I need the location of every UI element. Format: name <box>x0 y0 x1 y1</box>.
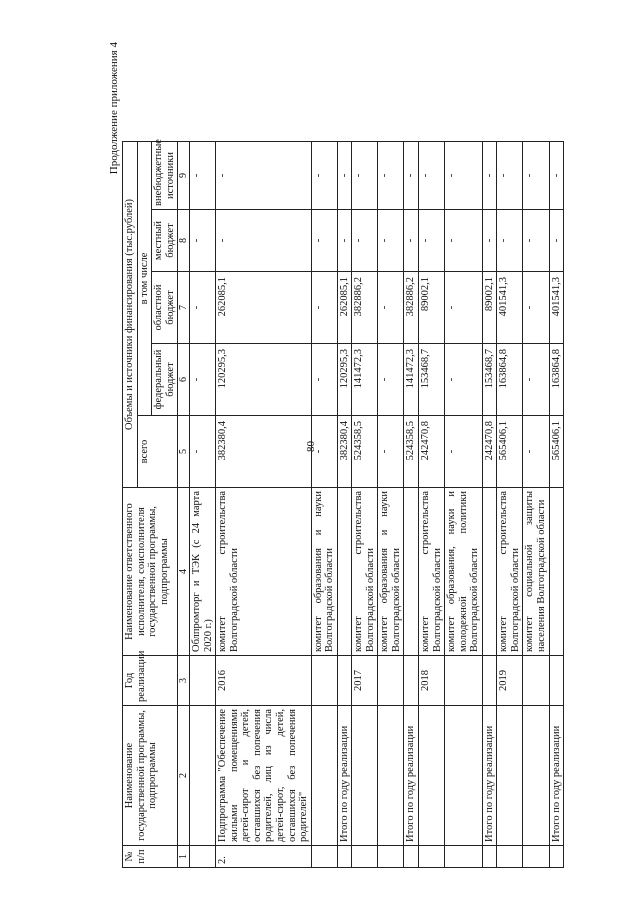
page-number: 80 <box>305 441 317 452</box>
cell-regional: 89002,1 <box>482 272 497 344</box>
cell-federal: 120295,3 <box>216 344 311 416</box>
cell-local: - <box>378 210 404 272</box>
cell-name <box>378 706 404 846</box>
cell-local: - <box>523 210 549 272</box>
cell-regional: 382886,2 <box>404 272 419 344</box>
cell-local: - <box>419 210 445 272</box>
table-row <box>549 41 564 867</box>
header-federal: федеральный бюджет <box>152 344 178 416</box>
cell-offbudget: - <box>523 141 549 209</box>
cell-offbudget: - <box>497 141 523 209</box>
cell-federal: - <box>445 344 483 416</box>
table-row <box>497 41 523 867</box>
cell-federal: 153468,7 <box>419 344 445 416</box>
cell-executor: комитет строительства Волгоградской области <box>216 488 311 656</box>
cell-year <box>549 656 564 706</box>
table-row <box>216 41 311 867</box>
cell-offbudget: - <box>482 141 497 209</box>
cell-executor: комитет социальной защиты населения Волгоградской области <box>523 488 549 656</box>
cell-offbudget: - <box>216 141 311 209</box>
cell-offbudget: - <box>378 141 404 209</box>
cell-num <box>337 846 352 868</box>
cell-executor: комитет строительства Волгоградской области <box>497 488 523 656</box>
cell-regional: - <box>445 272 483 344</box>
col-number: 4 <box>178 488 190 656</box>
cell-regional: - <box>378 272 404 344</box>
cell-total: 382380,4 <box>337 416 352 488</box>
header-local: местный бюджет <box>152 210 178 272</box>
financing-table <box>122 41 564 868</box>
cell-num <box>482 846 497 868</box>
cell-total: - <box>311 416 337 488</box>
cell-local: - <box>190 210 216 272</box>
col-number: 8 <box>178 210 190 272</box>
cell-name: Итого по году реализации <box>482 706 497 846</box>
cell-year <box>337 656 352 706</box>
cell-executor <box>482 488 497 656</box>
header-regional: областной бюджет <box>152 272 178 344</box>
column-numbers-row <box>178 41 190 867</box>
cell-executor <box>337 488 352 656</box>
cell-offbudget: - <box>445 141 483 209</box>
cell-regional: 262085,1 <box>337 272 352 344</box>
cell-regional: 401541,3 <box>549 272 564 344</box>
cell-year: 2018 <box>419 656 445 706</box>
cell-federal: 153468,7 <box>482 344 497 416</box>
cell-year <box>482 656 497 706</box>
rotated-page <box>108 42 626 868</box>
cell-year: 2017 <box>352 656 378 706</box>
cell-offbudget: - <box>190 141 216 209</box>
table-row <box>378 41 404 867</box>
cell-executor: комитет строительства Волгоградской области <box>352 488 378 656</box>
col-number: 2 <box>178 706 190 846</box>
cell-offbudget: - <box>419 141 445 209</box>
cell-num <box>523 846 549 868</box>
cell-offbudget: - <box>337 141 352 209</box>
cell-name <box>190 706 216 846</box>
cell-name <box>311 706 337 846</box>
header-volumes-text: Объемы и источники финансирования <box>124 258 135 430</box>
header-volumes <box>123 141 138 487</box>
cell-num <box>419 846 445 868</box>
header-including: в том числе <box>137 141 152 415</box>
table-row <box>337 41 352 867</box>
cell-total: 565406,1 <box>549 416 564 488</box>
cell-num <box>378 846 404 868</box>
cell-num <box>497 846 523 868</box>
header-total: всего <box>137 416 178 488</box>
cell-name <box>352 706 378 846</box>
cell-year <box>311 656 337 706</box>
cell-executor: комитет строительства Волгоградской области <box>419 488 445 656</box>
table-body <box>190 41 564 867</box>
cell-federal: 141472,3 <box>404 344 419 416</box>
cell-name <box>445 706 483 846</box>
cell-offbudget: - <box>311 141 337 209</box>
cell-num <box>549 846 564 868</box>
cell-year <box>404 656 419 706</box>
cell-name: Итого по году реализации <box>337 706 352 846</box>
cell-year <box>190 656 216 706</box>
table-row <box>445 41 483 867</box>
cell-executor: комитет образования, науки и молодежной политики Волгоградской области <box>445 488 483 656</box>
table-row <box>352 41 378 867</box>
cell-year: 2016 <box>216 656 311 706</box>
cell-offbudget: - <box>549 141 564 209</box>
cell-regional: 382886,2 <box>352 272 378 344</box>
cell-federal: 163864,8 <box>497 344 523 416</box>
cell-local: - <box>404 210 419 272</box>
cell-local: - <box>445 210 483 272</box>
cell-num: 2. <box>216 846 311 868</box>
cell-name: Итого по году реализации <box>549 706 564 846</box>
cell-offbudget: - <box>404 141 419 209</box>
cell-num <box>352 846 378 868</box>
cell-year: 2019 <box>497 656 523 706</box>
col-number: 5 <box>178 416 190 488</box>
cell-total: 524358,5 <box>404 416 419 488</box>
cell-regional: - <box>311 272 337 344</box>
cell-num <box>311 846 337 868</box>
cell-executor: Облпромторг и ТЭК (с 24 марта 2020 г.) <box>190 488 216 656</box>
cell-federal: 120295,3 <box>337 344 352 416</box>
cell-total: 382380,4 <box>216 416 311 488</box>
cell-federal: - <box>311 344 337 416</box>
cell-regional: - <box>190 272 216 344</box>
cell-local: - <box>352 210 378 272</box>
cell-regional: - <box>523 272 549 344</box>
cell-name: Подпрограмма "Обеспечение жилыми помещениями детей-сирот и детей, оставшихся без попечения родителей, лиц из числа детей-сирот, детей, оставшихся без попечения родителей" <box>216 706 311 846</box>
cell-executor <box>404 488 419 656</box>
cell-num <box>404 846 419 868</box>
cell-name <box>523 706 549 846</box>
cell-local: - <box>311 210 337 272</box>
header-year: Год реализации <box>123 656 178 706</box>
table-row <box>404 41 419 867</box>
col-number: 1 <box>178 846 190 868</box>
cell-local: - <box>482 210 497 272</box>
cell-local: - <box>337 210 352 272</box>
cell-year <box>378 656 404 706</box>
table-row <box>311 41 337 867</box>
cell-total: - <box>378 416 404 488</box>
cell-name: Итого по году реализации <box>404 706 419 846</box>
cell-federal: - <box>190 344 216 416</box>
cell-num <box>190 846 216 868</box>
table-row <box>482 41 497 867</box>
cell-total: 242470,8 <box>482 416 497 488</box>
cell-executor: комитет образования и науки Волгоградской области <box>378 488 404 656</box>
cell-executor: комитет образования и науки Волгоградской области <box>311 488 337 656</box>
cell-local: - <box>497 210 523 272</box>
header-name: Наименование государственной программы, подпрограммы <box>123 706 178 846</box>
cell-total: 242470,8 <box>419 416 445 488</box>
col-number: 3 <box>178 656 190 706</box>
col-number: 6 <box>178 344 190 416</box>
cell-federal: - <box>378 344 404 416</box>
unit-label: (тыс.рублей) <box>124 199 135 256</box>
cell-name <box>497 706 523 846</box>
cell-total: - <box>445 416 483 488</box>
cell-total: - <box>523 416 549 488</box>
cell-federal: 163864,8 <box>549 344 564 416</box>
cell-local: - <box>216 210 311 272</box>
appendix-label: Продолжение приложения 4 <box>108 42 120 175</box>
table-row <box>523 41 549 867</box>
cell-regional: 89002,1 <box>419 272 445 344</box>
cell-total: - <box>190 416 216 488</box>
header-executor: Наименование ответственного исполнителя, соисполнителя государственной программы, подпрограммы <box>123 488 178 656</box>
cell-regional: 262085,1 <box>216 272 311 344</box>
cell-offbudget: - <box>352 141 378 209</box>
cell-year <box>523 656 549 706</box>
cell-federal: 141472,3 <box>352 344 378 416</box>
header-num: № п/п <box>123 846 178 868</box>
col-number: 9 <box>178 141 190 209</box>
table-row <box>190 41 216 867</box>
cell-local: - <box>549 210 564 272</box>
col-number: 7 <box>178 272 190 344</box>
header-offbudget: внебюджетные источники <box>152 141 178 209</box>
cell-total: 524358,5 <box>352 416 378 488</box>
cell-total: 565406,1 <box>497 416 523 488</box>
cell-federal: - <box>523 344 549 416</box>
cell-num <box>445 846 483 868</box>
cell-year <box>445 656 483 706</box>
cell-name <box>419 706 445 846</box>
cell-regional: 401541,3 <box>497 272 523 344</box>
table-row <box>419 41 445 867</box>
cell-executor <box>549 488 564 656</box>
